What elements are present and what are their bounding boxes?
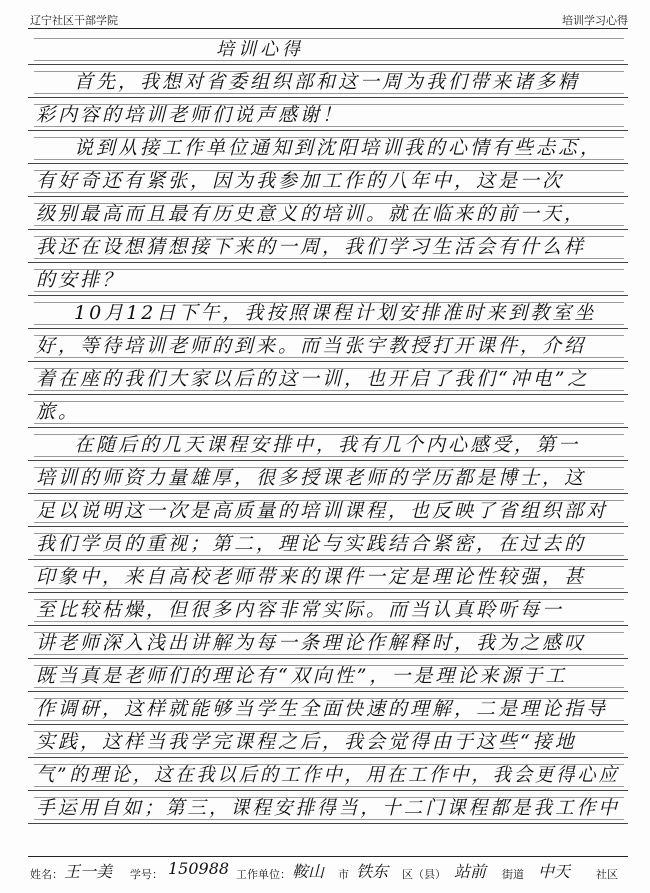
- writing-line: [28, 593, 628, 626]
- writing-line: [28, 131, 628, 164]
- handwritten-text: 10月12日下午，我按照课程计划安排准时来到教室坐: [74, 302, 597, 324]
- writing-line: [28, 164, 628, 197]
- handwritten-text: 讲老师深入浅出讲解为每一条理论作解释时，我为之感叹: [36, 632, 587, 654]
- writing-line: [28, 692, 628, 725]
- handwritten-text: 实践，这样当我学完课程之后，我会觉得由于这些“接地: [36, 731, 577, 753]
- handwritten-text: 我们学员的重视；第二，理论与实践结合紧密，在过去的: [36, 533, 587, 555]
- writing-line: [28, 758, 628, 791]
- handwritten-text: 说到从接工作单位通知到沈阳培训我的心情有些忐忑，: [74, 137, 603, 159]
- handwritten-text: 至比较枯燥，但很多内容非常实际。而当认真聆听每一: [36, 599, 565, 621]
- district-label: 区（县）: [402, 868, 446, 881]
- name-label: 姓名：: [30, 868, 63, 881]
- district-value: 铁东: [356, 862, 389, 881]
- writing-line: [28, 725, 628, 758]
- writing-line: [28, 428, 628, 461]
- handwritten-text: 的安排？: [36, 269, 125, 291]
- writing-line: [28, 329, 628, 362]
- street-value: 站前: [454, 862, 487, 881]
- city-value: 鞍山: [292, 862, 325, 881]
- essay-title: 培训心得: [216, 39, 304, 60]
- handwritten-text: 旅。: [36, 401, 81, 423]
- handwritten-text: 着在座的我们大家以后的这一训，也开启了我们“冲电”之: [36, 368, 590, 390]
- community-value: 中天: [538, 862, 571, 881]
- handwritten-text: 我还在设想猜想接下来的一周，我们学习生活会有什么样: [36, 236, 587, 258]
- writing-line: [28, 98, 628, 131]
- handwritten-text: 在随后的几天课程安排中，我有几个内心感受，第一: [74, 434, 581, 456]
- student-id-value: 150988: [168, 859, 230, 878]
- handwritten-text: 既当真是老师们的理论有“双向性”，一是理论来源于工: [36, 665, 568, 687]
- writing-line: [28, 263, 628, 296]
- handwritten-text: 彩内容的培训老师们说声感谢！: [36, 104, 345, 126]
- handwritten-text: 级别最高而且最有历史意义的培训。就在临来的前一天，: [36, 203, 587, 225]
- handwritten-text: 作调研，这样就能够当学生全面快速的理解，二是理论指导: [36, 698, 609, 720]
- handwritten-text: 培训的师资力量雄厚，很多授课老师的学历都是博士，这: [36, 467, 587, 489]
- writing-line: [28, 791, 628, 824]
- writing-line: [28, 362, 628, 395]
- essay-title-line: [28, 32, 628, 65]
- community-label: 社区: [596, 868, 618, 881]
- footer-divider: [28, 856, 628, 857]
- document-type: 培训学习心得: [562, 14, 628, 27]
- writing-line: [28, 296, 628, 329]
- name-value: 王一美: [64, 862, 113, 881]
- handwriting-area: [28, 32, 628, 854]
- student-info-footer: [30, 858, 628, 884]
- writing-line: [28, 65, 628, 98]
- writing-line: [28, 395, 628, 428]
- writing-line: [28, 461, 628, 494]
- writing-line: [28, 560, 628, 593]
- handwritten-text: 印象中，来自高校老师带来的课件一定是理论性较强，甚: [36, 566, 587, 588]
- handwritten-text: 气”的理论，这在我以后的工作中，用在工作中，我会更得心应: [36, 764, 620, 786]
- institution-name: 辽宁社区干部学院: [30, 14, 118, 27]
- header-divider: [28, 28, 628, 29]
- student-id-label: 学号：: [130, 868, 163, 881]
- handwritten-text: 有好奇还有紧张，因为我参加工作的八年中，这是一次: [36, 170, 565, 192]
- handwritten-text: 手运用自如；第三，课程安排得当，十二门课程都是我工作中: [36, 797, 620, 819]
- page-header: [30, 8, 628, 30]
- handwritten-text: 首先，我想对省委组织部和这一周为我们带来诸多精: [74, 71, 581, 93]
- city-label: 市: [338, 868, 349, 881]
- writing-line: [28, 230, 628, 263]
- writing-line: [28, 197, 628, 230]
- handwritten-text: 好，等待培训老师的到来。而当张宇教授打开课件，介绍: [36, 335, 587, 357]
- street-label: 街道: [502, 868, 524, 881]
- writing-line: [28, 527, 628, 560]
- writing-line: [28, 659, 628, 692]
- handwritten-text: 足以说明这一次是高质量的培训课程，也反映了省组织部对: [36, 500, 609, 522]
- work-unit-label: 工作单位：: [236, 868, 291, 881]
- writing-line: [28, 494, 628, 527]
- writing-line: [28, 626, 628, 659]
